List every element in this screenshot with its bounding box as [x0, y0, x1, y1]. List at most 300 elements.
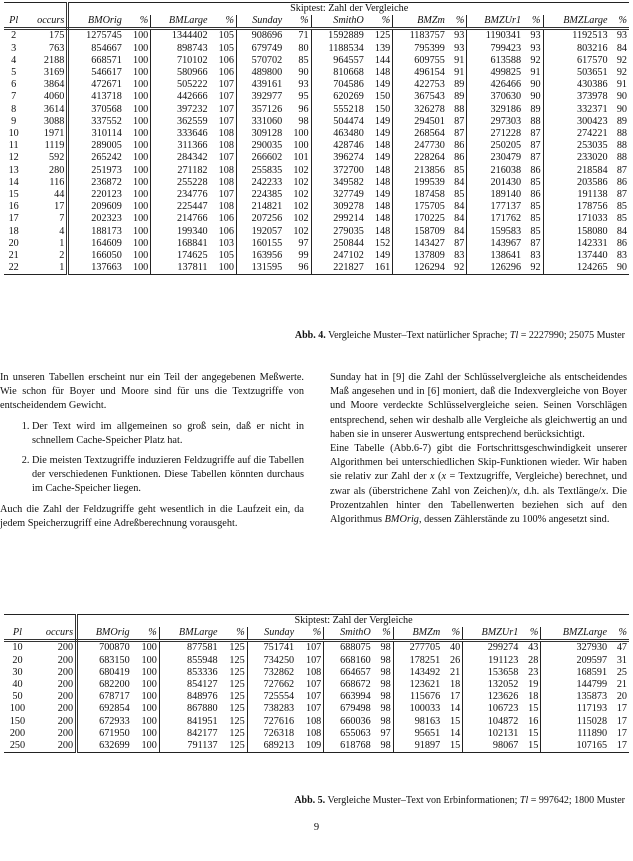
- table-cell: 620269: [333, 91, 364, 103]
- table-cell: 143967: [490, 237, 522, 249]
- table-cell: 137440: [576, 250, 608, 262]
- table-cell: 109: [296, 740, 324, 753]
- table-cell: 166050: [91, 250, 122, 262]
- table-row: [4, 716, 629, 728]
- table-cell: 90: [523, 79, 543, 91]
- table-cell: 200: [31, 740, 77, 753]
- table-cell: 85: [616, 213, 627, 225]
- table-cell: 87: [523, 140, 543, 152]
- table-cell: 103: [210, 238, 237, 250]
- table-cell: 100: [124, 189, 151, 201]
- table-cell: 17: [609, 740, 629, 753]
- table-cell: 105: [210, 29, 237, 43]
- table-cell: 125: [220, 716, 248, 728]
- table-cell: 71: [284, 29, 311, 43]
- table-cell: 224385: [251, 189, 283, 201]
- table-cell: 138641: [490, 250, 522, 262]
- table-cell: 265242: [91, 152, 122, 164]
- column-header: %: [609, 627, 629, 641]
- table-row: [4, 79, 629, 91]
- table-cell: 98: [373, 655, 394, 667]
- table-cell: 2: [11, 30, 17, 42]
- table-cell: 326278: [414, 103, 445, 115]
- table-cell: 200: [31, 655, 77, 667]
- table-cell: 679749: [251, 42, 283, 54]
- table-cell: 663994: [340, 691, 371, 703]
- table-cell: 100: [132, 703, 160, 715]
- table-cell: 738283: [263, 703, 295, 715]
- table-cell: 106: [210, 67, 237, 79]
- table-cell: 93: [616, 30, 627, 42]
- table-cell: 89: [616, 115, 627, 127]
- table-cell: 17: [8, 213, 19, 225]
- table-cell: 17: [616, 727, 627, 739]
- table-cell: 683150: [99, 654, 130, 666]
- table-cell: 44: [23, 189, 67, 201]
- table-group-header: Skiptest: Zahl der Vergleiche: [294, 615, 413, 626]
- table-cell: 86: [447, 140, 467, 152]
- table-cell: 126296: [467, 262, 523, 275]
- table-cell: 1119: [23, 140, 67, 152]
- table-cell: 15: [520, 703, 541, 715]
- table-cell: 83: [447, 250, 467, 262]
- column-header: BMZm: [393, 15, 447, 29]
- table-cell: 688075: [340, 642, 371, 654]
- table-cell: 672933: [99, 715, 130, 727]
- table-cell: 100: [284, 140, 311, 152]
- table-cell: 159583: [490, 225, 522, 237]
- table-body: [4, 29, 629, 275]
- table-cell: 106723: [487, 703, 519, 715]
- table-cell: 177137: [490, 201, 522, 213]
- caption-variable: Tl: [509, 330, 519, 341]
- table-cell: 115028: [576, 715, 608, 727]
- table-cell: 679498: [340, 703, 371, 715]
- table-cell: 92: [616, 67, 627, 79]
- table-cell: 13: [8, 164, 19, 176]
- table-cell: 867880: [187, 703, 218, 715]
- table-cell: 664657: [340, 666, 371, 678]
- table-cell: 228264: [414, 152, 445, 164]
- table-cell: 80: [284, 43, 311, 55]
- table-cell: 854667: [91, 42, 122, 54]
- table-cell: 16: [520, 716, 541, 728]
- table-cell: 117193: [576, 703, 608, 715]
- table-cell: 14: [8, 176, 19, 188]
- table-cell: 85: [523, 226, 543, 238]
- table-cell: 2188: [23, 55, 67, 67]
- table-cell: 203586: [576, 176, 608, 188]
- table-cell: 734250: [263, 654, 295, 666]
- table-cell: 200: [31, 667, 77, 679]
- table-cell: 1275745: [86, 30, 122, 42]
- table-cell: 1971: [23, 128, 67, 140]
- table-cell: 89: [447, 79, 467, 91]
- table-cell: 148: [366, 67, 393, 79]
- table-cell: 710102: [176, 54, 208, 66]
- table-cell: 854127: [187, 679, 218, 691]
- table-cell: 100: [124, 67, 151, 79]
- table-cell: 108: [296, 667, 324, 679]
- table-cell: 609755: [414, 54, 445, 66]
- column-header: %: [210, 15, 237, 29]
- column-header: BMLarge: [151, 15, 210, 29]
- table-cell: 4: [23, 226, 67, 238]
- table-cell: 422753: [414, 79, 445, 91]
- table-cell: 472671: [91, 79, 122, 91]
- table-cell: 373978: [576, 91, 608, 103]
- table-cell: 99: [284, 250, 311, 262]
- table-cell: 200: [31, 716, 77, 728]
- table-cell: 655063: [340, 727, 371, 739]
- table-cell: 84: [616, 225, 627, 237]
- table-cell: 98: [373, 667, 394, 679]
- table-cell: 102: [284, 177, 311, 189]
- table-cell: 97: [284, 238, 311, 250]
- table-cell: 15: [520, 728, 541, 740]
- table-cell: 17: [442, 691, 463, 703]
- table-cell: 98: [373, 716, 394, 728]
- table-cell: 125: [220, 641, 248, 655]
- column-header: %: [610, 15, 629, 29]
- paragraph: Sunday hat in [9] die Zahl der Schlüsselvergleiche als entscheidendes Maß angesehen und in [6] moniert, daß die Indexvergleiche von Boyer und Moore verdeckte Schlüsselvergleiche seien. Seinen Vorschlägen entsprechend, sehen wir deshalb alle Vergleiche als gleichwertig an und haben sie in unserer Auswertung entsprechend berücksichtigt.: [330, 372, 627, 440]
- table-cell: 357126: [251, 103, 283, 115]
- table-cell: 220123: [91, 189, 122, 201]
- table-cell: 88: [447, 104, 467, 116]
- table-cell: 100: [124, 177, 151, 189]
- table-cell: 284342: [176, 152, 208, 164]
- table-cell: 21: [442, 667, 463, 679]
- column-header: Pl: [4, 627, 31, 641]
- table-cell: 898743: [176, 42, 208, 54]
- table-cell: 242233: [251, 176, 283, 188]
- column-header: BMLarge: [159, 627, 219, 641]
- table-cell: 299214: [333, 213, 364, 225]
- table-cell: 9: [11, 115, 17, 127]
- table-cell: 1: [23, 262, 67, 275]
- table-cell: 337552: [91, 115, 122, 127]
- table-cell: 202323: [91, 213, 122, 225]
- table-cell: 689213: [247, 740, 296, 753]
- table-cell: 555218: [333, 103, 364, 115]
- table-cell: 213856: [414, 164, 445, 176]
- table-cell: 100: [124, 104, 151, 116]
- figure-caption-abb4: [295, 330, 625, 341]
- table-cell: 168591: [576, 666, 608, 678]
- text-column-left: [0, 371, 304, 531]
- table-cell: 233020: [576, 152, 608, 164]
- table-cell: 18: [520, 691, 541, 703]
- table-cell: 209609: [91, 201, 122, 213]
- table-cell: 439161: [251, 79, 283, 91]
- table-cell: 15: [520, 740, 541, 753]
- column-header: BMZUr1: [467, 15, 523, 29]
- table-cell: 17: [616, 715, 627, 727]
- table-cell: 6: [11, 79, 17, 91]
- table-cell: 250844: [333, 237, 364, 249]
- table-group-header: Skiptest: Zahl der Vergleiche: [290, 3, 409, 14]
- table-cell: 546617: [91, 67, 122, 79]
- table-cell: 4: [11, 54, 17, 66]
- table-cell: 20: [616, 691, 627, 703]
- table-cell: 192057: [251, 225, 283, 237]
- table-cell: 102: [284, 165, 311, 177]
- table-cell: 137811: [151, 262, 210, 275]
- table-cell: 171762: [490, 213, 522, 225]
- table-cell: 349582: [333, 176, 364, 188]
- table-row: [4, 201, 629, 213]
- table-cell: 100: [124, 226, 151, 238]
- table-row: [4, 177, 629, 189]
- table-cell: 253035: [576, 140, 608, 152]
- table-cell: 93: [284, 79, 311, 91]
- table-row: [4, 55, 629, 67]
- column-header: %: [124, 15, 151, 29]
- table-cell: 149: [366, 79, 393, 91]
- table-row: [4, 728, 629, 740]
- table-cell: 26: [442, 655, 463, 667]
- table-row: [4, 250, 629, 262]
- table-cell: 18: [8, 225, 19, 237]
- table-row: [4, 43, 629, 55]
- table-cell: 660036: [340, 715, 371, 727]
- table-cell: 100: [132, 667, 160, 679]
- table-cell: 83: [616, 250, 627, 262]
- table-cell: 299274: [487, 642, 519, 654]
- table-cell: 149: [366, 128, 393, 140]
- table-cell: 20: [12, 654, 23, 666]
- table-cell: 148: [366, 140, 393, 152]
- table-cell: 135873: [576, 691, 608, 703]
- table-cell: 671950: [99, 727, 130, 739]
- column-header: %: [373, 627, 394, 641]
- table-cell: 102: [284, 201, 311, 213]
- table-cell: 93: [447, 29, 467, 43]
- table-cell: 617570: [576, 54, 608, 66]
- table-cell: 668571: [91, 54, 122, 66]
- table-cell: 92: [616, 54, 627, 66]
- table-cell: 125: [220, 655, 248, 667]
- table-cell: 158080: [576, 225, 608, 237]
- table-cell: 413718: [91, 91, 122, 103]
- table-cell: 2: [23, 250, 67, 262]
- table-cell: 148: [366, 226, 393, 238]
- table-cell: 247102: [333, 250, 364, 262]
- table-cell: 86: [523, 189, 543, 201]
- column-header: %: [220, 627, 248, 641]
- table-row: [4, 641, 629, 655]
- table-cell: 727662: [263, 679, 295, 691]
- table-cell: 505222: [176, 79, 208, 91]
- table-cell: 230479: [490, 152, 522, 164]
- table-cell: 367543: [414, 91, 445, 103]
- table-cell: 255835: [251, 164, 283, 176]
- table-cell: 100: [124, 43, 151, 55]
- table-row: [4, 262, 629, 275]
- table-cell: 678717: [99, 691, 130, 703]
- table-cell: 200: [31, 641, 77, 655]
- table-cell: 108: [210, 165, 237, 177]
- table-row: [4, 91, 629, 103]
- table-cell: 87: [616, 164, 627, 176]
- table-cell: 100: [124, 262, 151, 275]
- numbered-list: [0, 420, 304, 497]
- table-row: [4, 189, 629, 201]
- table-cell: 132052: [487, 679, 519, 691]
- table-cell: 84: [447, 213, 467, 225]
- table-corner: [4, 615, 77, 628]
- table-cell: 102: [284, 189, 311, 201]
- table-cell: 100: [210, 262, 237, 275]
- table-cell: 1188534: [328, 42, 364, 54]
- table-cell: 106: [210, 213, 237, 225]
- table-cell: 727616: [263, 715, 295, 727]
- table-cell: 126294: [393, 262, 447, 275]
- table-cell: 250: [4, 740, 31, 753]
- table-cell: 17: [23, 201, 67, 213]
- table-cell: 100: [124, 55, 151, 67]
- table-cell: 613588: [490, 54, 522, 66]
- table-cell: 108: [210, 140, 237, 152]
- column-header: SmithO: [324, 627, 373, 641]
- table-cell: 280: [23, 165, 67, 177]
- table-cell: 100: [124, 238, 151, 250]
- table-cell: 214821: [251, 201, 283, 213]
- table-cell: 189140: [490, 189, 522, 201]
- table-cell: 332371: [576, 103, 608, 115]
- table-cell: 153658: [487, 666, 519, 678]
- paragraph: Auch die Zahl der Feldzugriffe geht wesentlich in die Laufzeit ein, da jedem Speicherzugriff eine Adreßberechnung vorausgeht.: [0, 503, 304, 529]
- table-cell: 311366: [177, 140, 208, 152]
- table-row: [4, 213, 629, 225]
- table-cell: 271182: [177, 164, 208, 176]
- table-cell: 289005: [91, 140, 122, 152]
- table-cell: 93: [447, 43, 467, 55]
- table-row: [4, 238, 629, 250]
- table-cell: 158709: [414, 225, 445, 237]
- table-cell: 10: [12, 642, 23, 654]
- table-cell: 142331: [576, 237, 608, 249]
- table-cell: 105: [210, 250, 237, 262]
- table-cell: 87: [616, 189, 627, 201]
- table-row: [4, 655, 629, 667]
- table-cell: 19: [520, 679, 541, 691]
- table-cell: 7: [11, 91, 17, 103]
- table-row: [4, 667, 629, 679]
- page-number: 9: [313, 822, 320, 833]
- table-cell: 104872: [487, 715, 519, 727]
- table-cell: 96: [284, 262, 311, 275]
- table-cell: 98: [284, 116, 311, 128]
- table-cell: 160155: [251, 237, 283, 249]
- table-cell: 111890: [577, 727, 608, 739]
- table-cell: 426466: [490, 79, 522, 91]
- table-cell: 102: [284, 213, 311, 225]
- table-cell: 92: [447, 262, 467, 275]
- table-cell: 137663: [68, 262, 124, 275]
- table-cell: 137809: [414, 250, 445, 262]
- table-cell: 218584: [576, 164, 608, 176]
- table-header-row: [4, 627, 629, 641]
- table-cell: 207256: [251, 213, 283, 225]
- table-cell: 108: [296, 728, 324, 740]
- table-cell: 191138: [577, 189, 608, 201]
- table-cell: 148: [366, 165, 393, 177]
- table-cell: 16: [8, 201, 19, 213]
- table-cell: 188173: [91, 225, 122, 237]
- table-cell: 87: [523, 128, 543, 140]
- table-cell: 370568: [91, 103, 122, 115]
- table-cell: 799423: [490, 42, 522, 54]
- table-cell: 90: [616, 103, 627, 115]
- table-cell: 100: [124, 116, 151, 128]
- table-cell: 107: [296, 641, 324, 655]
- table-cell: 22: [4, 262, 23, 275]
- column-header: Pl: [4, 15, 23, 29]
- table-cell: 91: [523, 67, 543, 79]
- table-row: [4, 104, 629, 116]
- table-cell: 682200: [99, 679, 130, 691]
- table-cell: 100: [132, 740, 160, 753]
- table-cell: 106: [210, 55, 237, 67]
- table-cell: 85: [523, 213, 543, 225]
- table-cell: 297303: [490, 115, 522, 127]
- table-row: [4, 740, 629, 753]
- table-cell: 90: [610, 262, 629, 275]
- table-cell: 90: [284, 67, 311, 79]
- table-cell: 107: [296, 691, 324, 703]
- caption-label: Abb. 4.: [294, 330, 326, 341]
- table-cell: 174625: [176, 250, 208, 262]
- table-cell: 91: [447, 67, 467, 79]
- table-cell: 3614: [23, 104, 67, 116]
- table-cell: 100: [124, 79, 151, 91]
- table-cell: 150: [366, 104, 393, 116]
- table-cell: 107: [210, 104, 237, 116]
- table-cell: 268564: [414, 128, 445, 140]
- column-header: %: [447, 15, 467, 29]
- table-cell: 668672: [340, 679, 371, 691]
- table-cell: 3169: [23, 67, 67, 79]
- table-cell: 149: [366, 250, 393, 262]
- table-cell: 200: [9, 727, 26, 739]
- table-cell: 396274: [333, 152, 364, 164]
- table-cell: 149: [366, 116, 393, 128]
- column-header: occurs: [31, 627, 77, 641]
- table-cell: 1192513: [572, 30, 608, 42]
- table-cell: 877581: [187, 642, 218, 654]
- table-cell: 102131: [487, 727, 519, 739]
- table-cell: 4060: [23, 91, 67, 103]
- table-cell: 700870: [99, 642, 130, 654]
- table-cell: 17: [616, 703, 627, 715]
- table-cell: 392977: [251, 91, 283, 103]
- table-cell: 161: [366, 262, 393, 275]
- table-cell: 795399: [414, 42, 445, 54]
- table-row: [4, 691, 629, 703]
- table-cell: 150: [366, 91, 393, 103]
- table-cell: 87: [447, 238, 467, 250]
- table-cell: 150: [9, 715, 26, 727]
- paragraph: In unseren Tabellen erscheint nur ein Teil der angegebenen Meßwerte. Wie schon für Boyer und Moore sind für uns die Textzugriffe von entscheidendem Gewicht.: [0, 372, 304, 412]
- table-cell: 853336: [187, 666, 218, 678]
- table-corner: [4, 3, 68, 16]
- table-cell: 178756: [576, 201, 608, 213]
- table-cell: 21: [8, 250, 19, 262]
- table-cell: 15: [442, 740, 463, 753]
- table-cell: 131595: [236, 262, 284, 275]
- table-cell: 108: [210, 177, 237, 189]
